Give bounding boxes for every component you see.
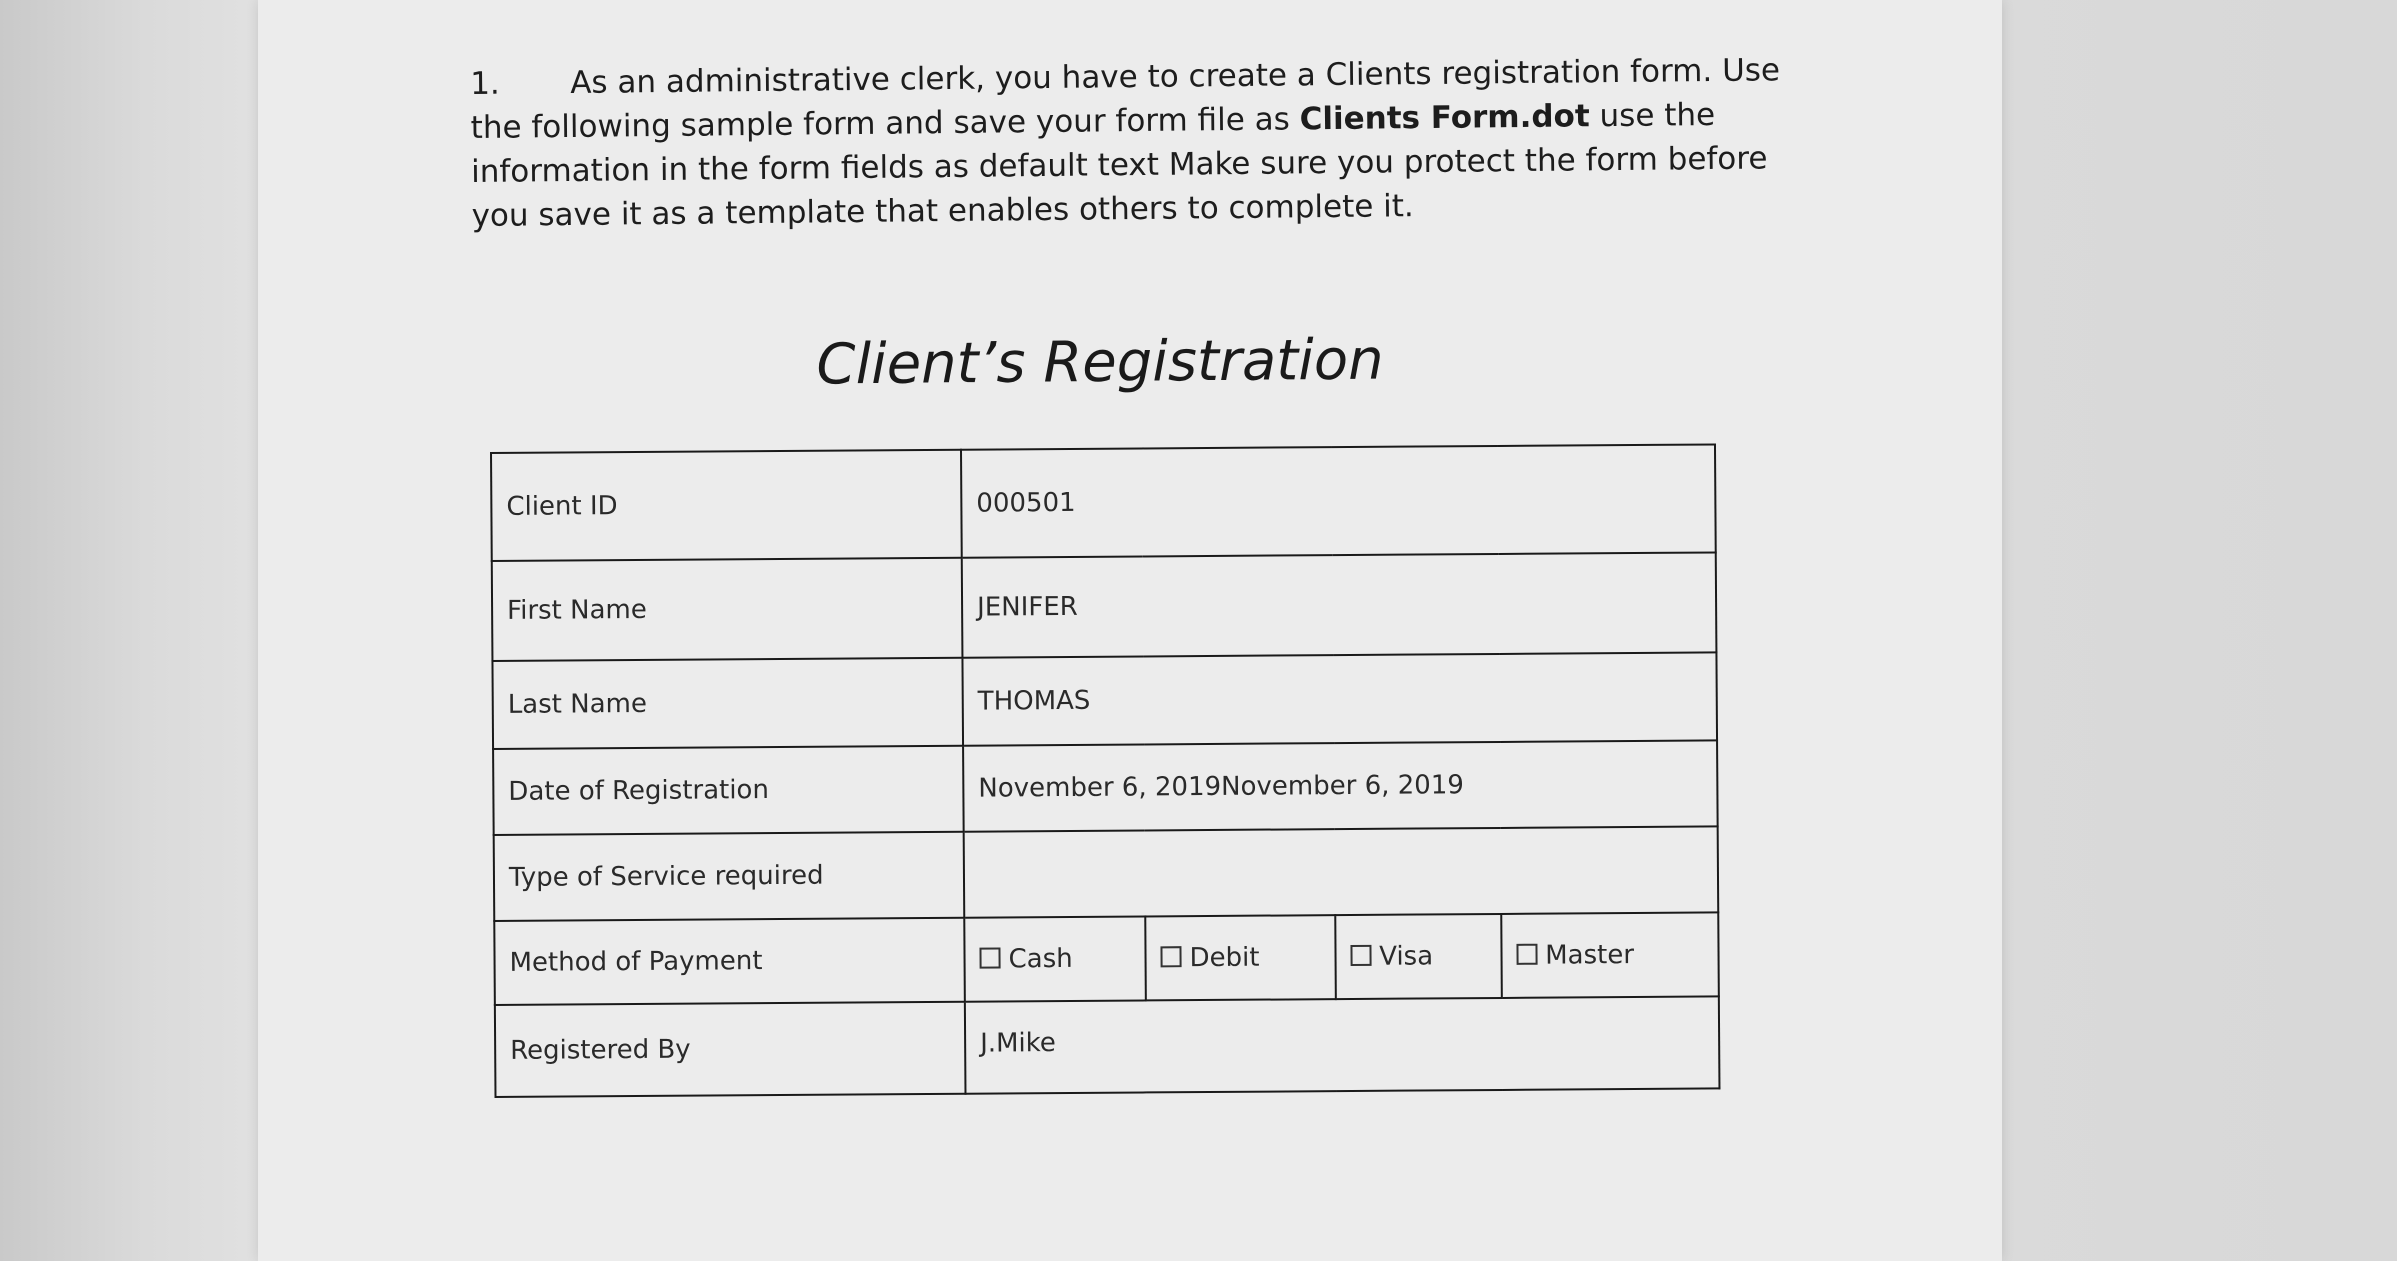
first-name-label: First Name <box>492 558 963 661</box>
last-name-label: Last Name <box>492 658 963 749</box>
payment-option-master[interactable] <box>1501 912 1719 998</box>
client-id-field[interactable]: 000501 <box>961 444 1716 557</box>
checkbox-icon[interactable] <box>979 947 1000 968</box>
payment-option-visa[interactable] <box>1335 914 1502 999</box>
instruction-text-part1: As an administrative clerk, you have to create a Clients registration form. Use the following sample form and save your form file as <box>470 52 1781 146</box>
first-name-field[interactable]: JENIFER <box>962 552 1717 657</box>
checkbox-icon[interactable] <box>1350 945 1371 966</box>
form-row-service <box>494 826 1719 921</box>
form-row-registered-by <box>495 996 1720 1097</box>
checkbox-icon[interactable] <box>1516 944 1537 965</box>
registered-by-field[interactable]: J.Mike <box>965 996 1720 1093</box>
instruction-text-part2: use the information in the form fields as default text Make sure you protect the form before you save it as a template that enables others to complete it. <box>470 96 1768 234</box>
form-row-date <box>493 740 1718 835</box>
form-row-last-name <box>492 652 1717 749</box>
method-of-payment-label: Method of Payment <box>494 918 965 1005</box>
instruction-filename: Clients Form.dot <box>1299 98 1590 138</box>
payment-option-label: Visa <box>1379 941 1434 972</box>
form-title: Client’s Registration <box>816 327 1384 398</box>
client-id-label: Client ID <box>491 450 962 561</box>
registered-by-label: Registered By <box>495 1002 966 1097</box>
payment-option-label: Cash <box>1008 943 1073 975</box>
date-of-registration-field[interactable]: November 6, 2019November 6, 2019 <box>963 740 1718 831</box>
payment-option-cash[interactable] <box>964 916 1146 1001</box>
form-row-first-name <box>492 552 1717 661</box>
instructions-paragraph <box>470 48 1812 238</box>
type-of-service-label: Type of Service required <box>494 832 965 921</box>
date-of-registration-label: Date of Registration <box>493 746 964 835</box>
form-row-payment <box>494 912 1719 1005</box>
payment-option-label: Master <box>1545 940 1635 971</box>
last-name-field[interactable]: THOMAS <box>962 652 1717 745</box>
type-of-service-field[interactable] <box>964 826 1719 917</box>
form-row-client-id <box>491 444 1716 561</box>
payment-option-debit[interactable] <box>1145 915 1335 1000</box>
instruction-number: 1. <box>470 65 500 102</box>
checkbox-icon[interactable] <box>1160 946 1181 967</box>
registration-form-table <box>490 443 1720 1098</box>
payment-option-label: Debit <box>1189 942 1260 974</box>
